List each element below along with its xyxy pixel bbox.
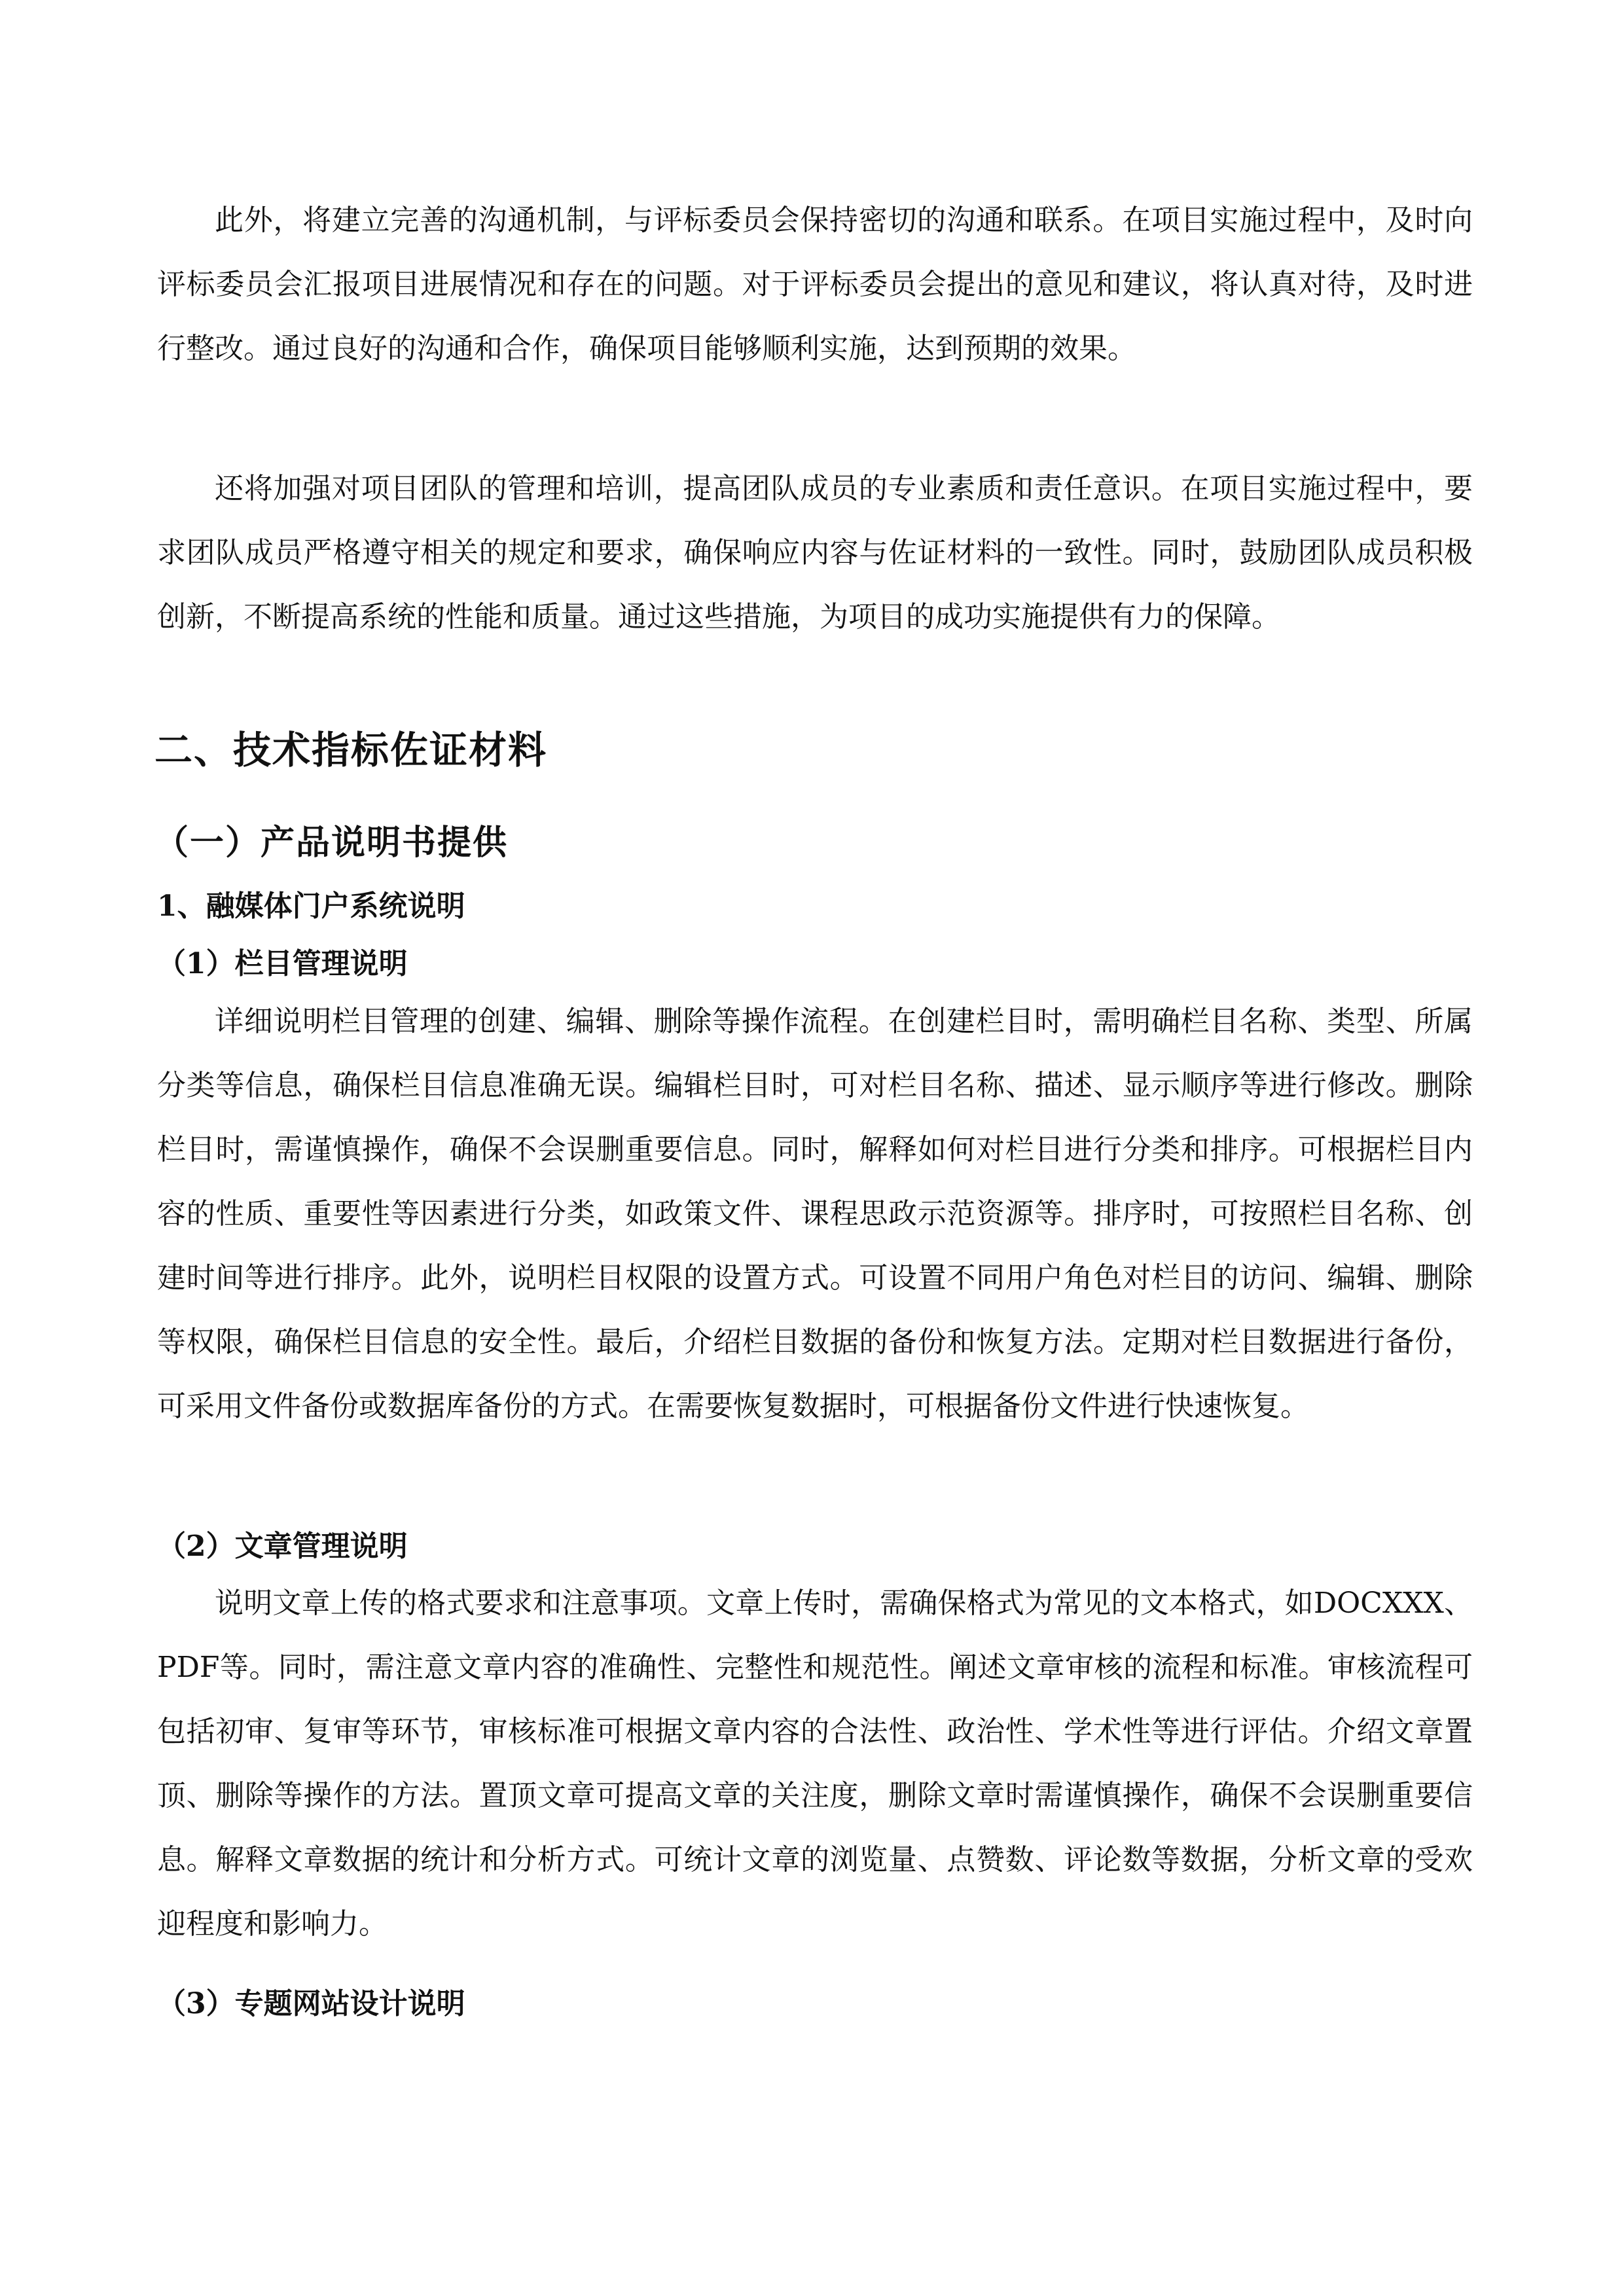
subsection-heading-product-manual: （一）产品说明书提供 xyxy=(154,823,509,863)
paragraph-communication: 此外，将建立完善的沟通机制，与评标委员会保持密切的沟通和联系。在项目实施过程中，及时向评标委员会汇报项目进展情况和存在的问题。对于评标委员会提出的意见和建议，将认真对待，及时进行整改。通过良好的沟通和合作，确保项目能够顺利实施，达到预期的效果。 xyxy=(157,204,1473,365)
item-heading-portal-system: 1、融媒体门户系统说明 xyxy=(157,889,465,923)
item-heading-article-management: （2）文章管理说明 xyxy=(157,1530,408,1563)
item-heading-topic-website: （3）专题网站设计说明 xyxy=(157,1987,465,2020)
paragraph-column-management: 详细说明栏目管理的创建、编辑、删除等操作流程。在创建栏目时，需明确栏目名称、类型、所属分类等信息，确保栏目信息准确无误。编辑栏目时，可对栏目名称、描述、显示顺序等进行修改。删除栏目时，需谨慎操作，确保不会误删重要信息。同时，解释如何对栏目进行分类和排序。可根据栏目内容的性质、重要性等因素进行分类，如政策文件、课程思政示范资源等。排序时，可按照栏目名称、创建时间等进行排序。此外，说明栏目权限的设置方式。可设置不同用户角色对栏目的访问、编辑、删除等权限，确保栏目信息的安全性。最后，介绍栏目数据的备份和恢复方法。定期对栏目数据进行备份，可采用文件备份或数据库备份的方式。在需要恢复数据时，可根据备份文件进行快速恢复。 xyxy=(157,1005,1473,1423)
paragraph-team-management: 还将加强对项目团队的管理和培训，提高团队成员的专业素质和责任意识。在项目实施过程中，要求团队成员严格遵守相关的规定和要求，确保响应内容与佐证材料的一致性。同时，鼓励团队成员积极创新，不断提高系统的性能和质量。通过这些措施，为项目的成功实施提供有力的保障。 xyxy=(157,472,1473,634)
section-heading-technical-evidence: 二、技术指标佐证材料 xyxy=(154,728,548,772)
paragraph-article-management: 说明文章上传的格式要求和注意事项。文章上传时，需确保格式为常见的文本格式，如DOCXXX、PDF等。同时，需注意文章内容的准确性、完整性和规范性。阐述文章审核的流程和标准。审核流程可包括初审、复审等环节，审核标准可根据文章内容的合法性、政治性、学术性等进行评估。介绍文章置顶、删除等操作的方法。置顶文章可提高文章的关注度，删除文章时需谨慎操作，确保不会误删重要信息。解释文章数据的统计和分析方式。可统计文章的浏览量、点赞数、评论数等数据，分析文章的受欢迎程度和影响力。 xyxy=(157,1587,1473,1941)
item-heading-column-management: （1）栏目管理说明 xyxy=(157,947,408,980)
